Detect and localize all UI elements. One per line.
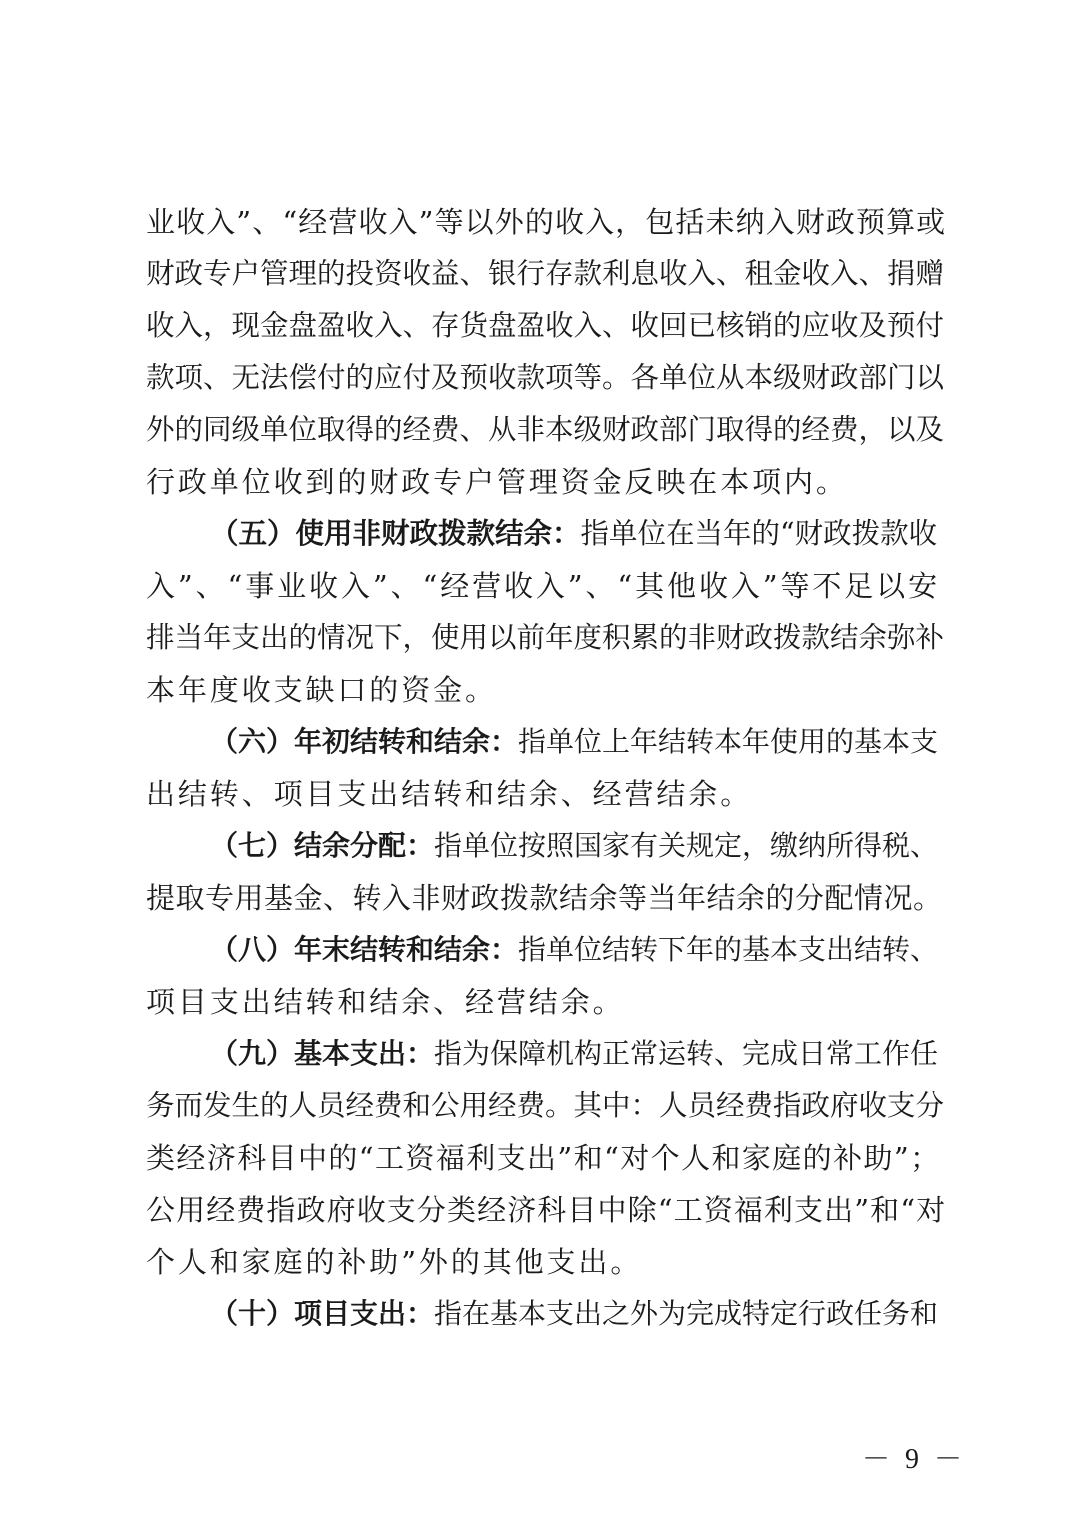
section-text: 指单位结转下年的基本支出结转、 bbox=[518, 933, 939, 966]
section-heading: （十）项目支出： bbox=[210, 1297, 435, 1330]
paragraph-line: 业收入”、“经营收入”等以外的收入，包括未纳入财政预算或 bbox=[146, 205, 947, 239]
section-heading: （七）结余分配： bbox=[210, 829, 435, 862]
paragraph-line: 款项、无法偿付的应付及预收款项等。各单位从本级财政部门以 bbox=[146, 361, 945, 394]
section-heading: （六）年初结转和结余： bbox=[210, 725, 519, 758]
section-text: 指单位按照国家有关规定，缴纳所得税、 bbox=[434, 829, 939, 862]
section-text: 指单位上年结转本年使用的基本支 bbox=[518, 725, 939, 758]
paragraph-line: 出结转、项目支出结转和结余、经营结余。 bbox=[146, 777, 753, 811]
paragraph-line: 类经济科目中的“工资福利支出”和“对个人和家庭的补助”； bbox=[146, 1141, 941, 1175]
paragraph-line: 提取专用基金、转入非财政拨款结余等当年结余的分配情况。 bbox=[146, 881, 943, 915]
section-heading: （九）基本支出： bbox=[210, 1037, 435, 1070]
paragraph-line: 外的同级单位取得的经费、从非本级财政部门取得的经费，以及 bbox=[146, 413, 945, 446]
section-heading: （五）使用非财政拨款结余： bbox=[210, 517, 581, 550]
section-heading: （八）年末结转和结余： bbox=[210, 933, 519, 966]
section-first-line bbox=[210, 1034, 946, 1074]
section-first-line bbox=[210, 1294, 946, 1334]
paragraph-line: 公用经费指政府收支分类经济科目中除“工资福利支出”和“对 bbox=[146, 1193, 947, 1227]
section-first-line bbox=[210, 930, 946, 970]
section-first-line bbox=[210, 826, 946, 866]
section-first-line bbox=[210, 722, 946, 762]
paragraph-line: 入”、“事业收入”、“经营收入”、“其他收入”等不足以安 bbox=[146, 569, 940, 603]
page-number: － 9 － bbox=[862, 1444, 967, 1475]
paragraph-line: 行政单位收到的财政专户管理资金反映在本项内。 bbox=[146, 465, 848, 499]
paragraph-line: 排当年支出的情况下，使用以前年度积累的非财政拨款结余弥补 bbox=[146, 621, 945, 654]
paragraph-line: 收入，现金盘盈收入、存货盘盈收入、收回已核销的应收及预付 bbox=[146, 309, 945, 342]
paragraph-line: 务而发生的人员经费和公用经费。其中：人员经费指政府收支分 bbox=[146, 1089, 945, 1122]
paragraph-line: 项目支出结转和结余、经营结余。 bbox=[146, 985, 625, 1019]
paragraph-line: 个人和家庭的补助”外的其他支出。 bbox=[146, 1245, 643, 1279]
section-text: 指单位在当年的“财政拨款收 bbox=[580, 517, 938, 550]
section-text: 指在基本支出之外为完成特定行政任务和 bbox=[434, 1297, 939, 1330]
section-text: 指为保障机构正常运转、完成日常工作任 bbox=[434, 1037, 939, 1070]
paragraph-line: 财政专户管理的投资收益、银行存款利息收入、租金收入、捐赠 bbox=[146, 257, 945, 290]
paragraph-line: 本年度收支缺口的资金。 bbox=[146, 673, 497, 707]
section-first-line bbox=[210, 514, 946, 554]
